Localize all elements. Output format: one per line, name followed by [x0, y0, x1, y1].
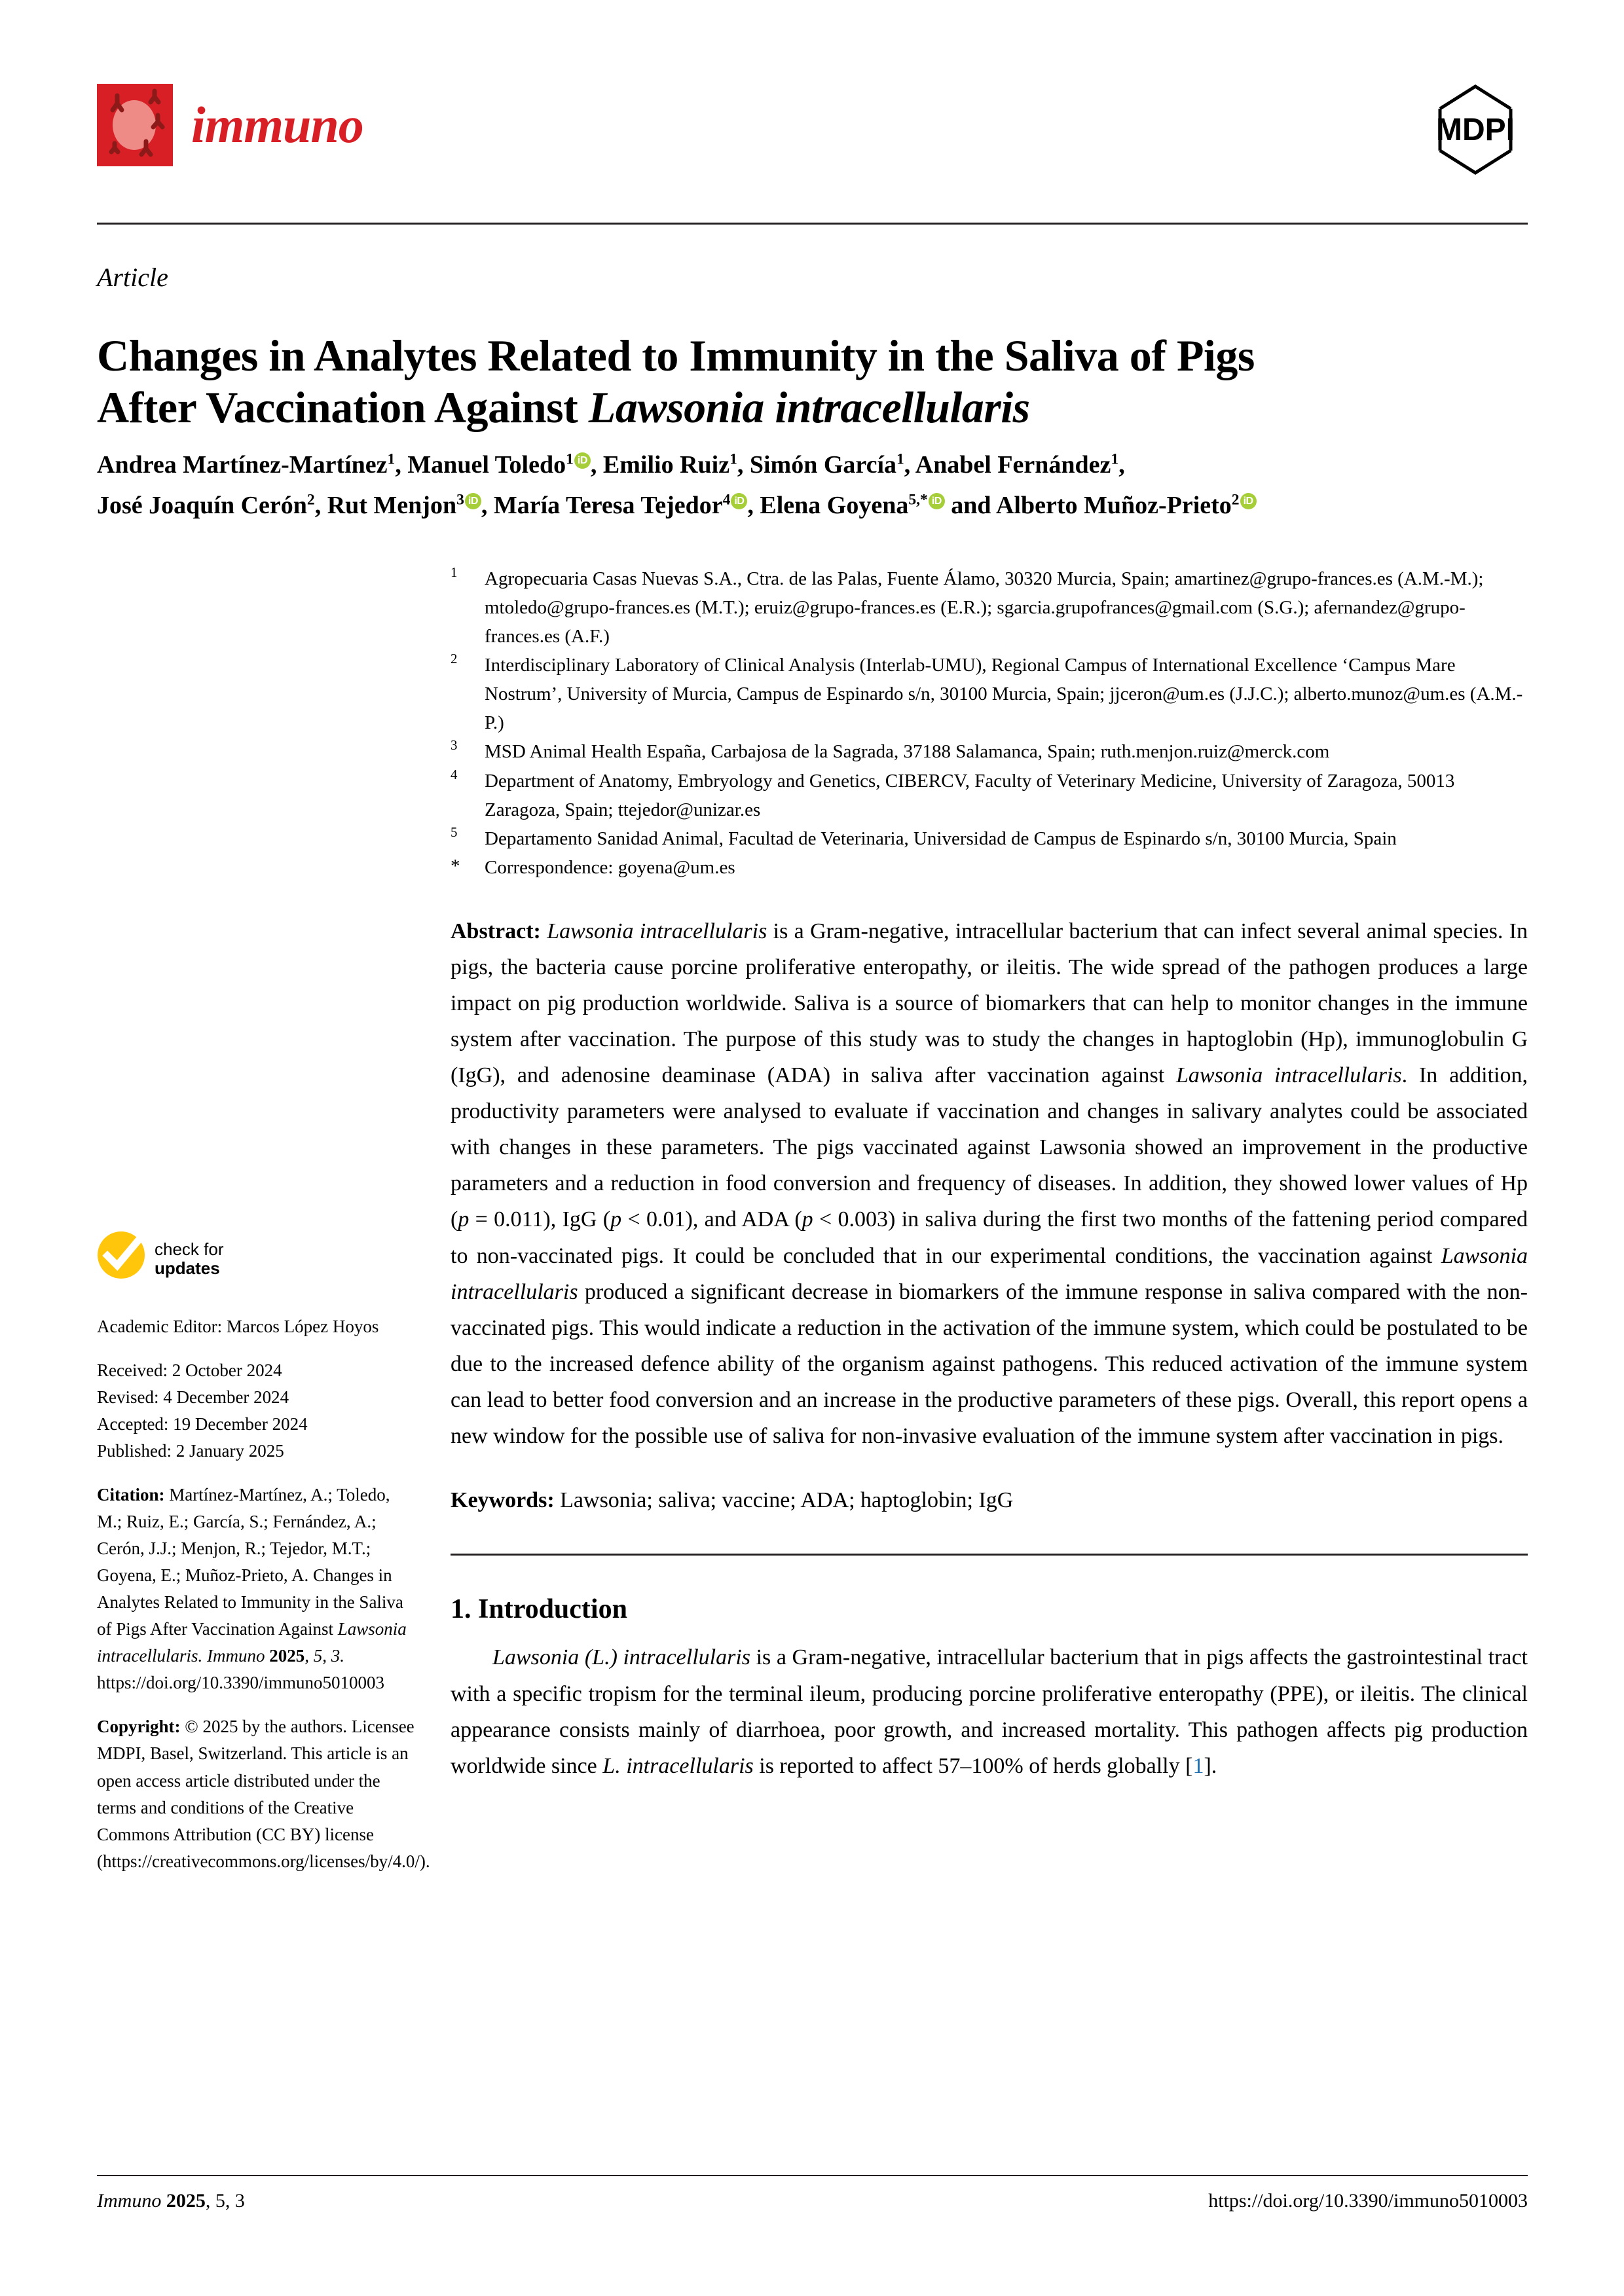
- correspondence-item: [451, 853, 1528, 882]
- author-name: Alberto Muñoz-Prieto: [995, 491, 1232, 519]
- author-separator: ,: [904, 451, 915, 479]
- author-line-2: [97, 486, 1534, 526]
- page-header: [97, 77, 1528, 182]
- footer-citation: [97, 2190, 245, 2212]
- section-heading-introduction: 1. Introduction: [451, 1594, 627, 1625]
- author-name: José Joaquín Cerón: [97, 491, 307, 519]
- abstract-pvalue-3: p: [802, 1207, 813, 1232]
- footer-volume-page: , 5, 3: [205, 2190, 245, 2212]
- immuno-cell-icon: [97, 84, 173, 166]
- correspondence-text: Correspondence: goyena@um.es: [485, 856, 735, 878]
- affiliation-item: [451, 737, 1528, 766]
- author-affil-marker: 2: [1231, 490, 1240, 508]
- author-affil-marker: 5,*: [908, 490, 928, 508]
- abstract-part-1: is a Gram-negative, intracellular bacterium that can infect several animal species. In pigs, the bacteria cause porcine proliferative enteropathy, or ileitis. The wide spread of the pathogen produces a large impact on pig production worldwide. Saliva is a source of biomarkers that can help to monitor changes in the immune system after vaccination. The purpose of this study was to study the changes in haptoglobin (Hp), immunoglobulin G (IgG), and adenosine deaminase (ADA) in saliva after vaccination against: [451, 919, 1528, 1088]
- affiliation-item: [451, 824, 1528, 853]
- affiliation-marker: 2: [451, 651, 458, 667]
- author-name: Rut Menjon: [327, 491, 457, 519]
- abstract-block: [451, 913, 1528, 1454]
- header-divider: [97, 223, 1528, 225]
- abstract-species-3: Lawsonia intracellularis: [451, 1243, 1528, 1304]
- footer-journal-name: Immuno: [97, 2190, 162, 2212]
- abstract-pvalue-1-rest: = 0.011), IgG (: [469, 1207, 611, 1232]
- affiliation-marker: 3: [451, 737, 458, 754]
- intro-part-3: ].: [1204, 1753, 1217, 1778]
- introduction-paragraph: [451, 1639, 1528, 1783]
- author-separator: ,: [395, 451, 408, 479]
- author-separator: ,: [481, 491, 494, 519]
- citation-doi-link[interactable]: https://doi.org/10.3390/immuno5010003: [97, 1673, 385, 1693]
- keywords-text: Lawsonia; saliva; vaccine; ADA; haptoglobin; IgG: [554, 1488, 1014, 1513]
- keywords-label: Keywords:: [451, 1488, 555, 1513]
- check-for-updates-label: [155, 1240, 224, 1278]
- published-date: Published: 2 January 2025: [97, 1441, 284, 1461]
- author-item[interactable]: [327, 492, 481, 519]
- author-affil-marker: 1: [896, 450, 904, 468]
- intro-part-1: is a Gram-negative, intracellular bacterium that in pigs affects the gastrointestinal tract with a specific tropism for the terminal ileum, producing porcine proliferative enteropathy (PPE), or ileitis. The clinical appearance consists mainly of diarrhoea, poor growth, and increased mortality. This pathogen affects pig production worldwide since: [451, 1645, 1528, 1778]
- revised-date: Revised: 4 December 2024: [97, 1387, 289, 1408]
- mdpi-logo[interactable]: [1423, 77, 1528, 182]
- author-item[interactable]: [603, 451, 737, 479]
- orcid-icon[interactable]: iD: [574, 452, 591, 469]
- author-item[interactable]: [750, 451, 904, 479]
- author-item[interactable]: [407, 451, 591, 479]
- svg-text:MDPI: MDPI: [1436, 113, 1515, 147]
- abstract-part-2: . In addition, productivity parameters were analysed to evaluate if vaccination and changes in salivary analytes could be associated with changes in these parameters. The pigs vaccinated against Lawsonia showed an improvement in the productive parameters and a reduction in food conversion and frequency of diseases. In addition, they showed lower values of Hp (: [451, 1063, 1528, 1232]
- author-name: Manuel Toledo: [407, 451, 566, 479]
- author-name: Anabel Fernández: [915, 451, 1111, 479]
- affiliation-text: Departamento Sanidad Animal, Facultad de Veterinaria, Universidad de Campus de Espinardo s/n, 30100 Murcia, Spain: [485, 828, 1397, 849]
- article-type-label: Article: [97, 263, 168, 292]
- affiliation-text: Department of Anatomy, Embryology and Genetics, CIBERCV, Faculty of Veterinary Medicine, University of Zaragoza, 50013 Zaragoza, Spain; ttejedor@unizar.es: [485, 770, 1455, 820]
- citation-label: Citation:: [97, 1485, 165, 1505]
- footer-doi[interactable]: https://doi.org/10.3390/immuno5010003: [1208, 2190, 1528, 2212]
- orcid-icon[interactable]: iD: [929, 493, 945, 509]
- article-sidebar: [97, 1231, 430, 1892]
- author-line-1: [97, 445, 1534, 486]
- author-list: [97, 445, 1534, 526]
- title-line-2-prefix: After Vaccination Against: [97, 382, 589, 433]
- abstract-species-1: Lawsonia intracellularis: [547, 919, 767, 943]
- author-affil-marker: 1: [729, 450, 737, 468]
- author-separator: ,: [314, 491, 327, 519]
- orcid-icon[interactable]: iD: [465, 493, 481, 509]
- intro-part-2: is reported to affect 57–100% of herds globally [: [753, 1753, 1193, 1778]
- author-item[interactable]: [494, 492, 748, 519]
- author-item[interactable]: [97, 451, 395, 479]
- keywords-block: [451, 1483, 1528, 1518]
- footer-year: 2025: [166, 2190, 206, 2212]
- citation-volume-page: , 5, 3.: [304, 1646, 344, 1666]
- abstract-pvalue-2: p: [610, 1207, 622, 1232]
- citation-authors: Martínez-Martínez, A.; Toledo, M.; Ruiz, E.; García, S.; Fernández, A.; Cerón, J.J.; Menjon, R.; Tejedor, M.T.; Goyena, E.; Muñoz-Prieto, A. Changes in Analytes Related to Immunity in the Saliva of Pigs After Vaccination Against: [97, 1485, 403, 1639]
- reference-link-1[interactable]: 1: [1192, 1753, 1204, 1778]
- author-item[interactable]: [760, 492, 944, 519]
- page-title: [97, 330, 1528, 434]
- affiliation-list: [451, 564, 1528, 882]
- author-affil-marker: 3: [456, 490, 464, 508]
- check-for-updates-badge[interactable]: [97, 1231, 418, 1287]
- affiliation-item: [451, 651, 1528, 737]
- check-for-updates-line2: updates: [155, 1258, 220, 1279]
- author-name: Elena Goyena: [760, 491, 909, 519]
- affiliation-marker: 5: [451, 824, 458, 840]
- author-affil-marker: 2: [306, 490, 315, 508]
- abstract-pvalue-2-rest: < 0.01), and ADA (: [621, 1207, 802, 1232]
- affiliation-text: Agropecuaria Casas Nuevas S.A., Ctra. de las Palas, Fuente Álamo, 30320 Murcia, Spain; amartinez@grupo-frances.es (A.M.-M.); mtoledo@grupo-frances.es (M.T.); eruiz@grupo-frances.es (E.R.); sgarcia.grupofrances@gmail.com (S.G.); afernandez@grupo-frances.es (A.F.): [485, 568, 1484, 647]
- journal-title-wordmark: immuno: [191, 96, 363, 153]
- orcid-icon[interactable]: iD: [1240, 493, 1257, 509]
- affiliation-marker: 4: [451, 766, 458, 782]
- author-item[interactable]: [996, 492, 1257, 519]
- section-divider: [451, 1554, 1528, 1556]
- author-affil-marker: 1: [1111, 450, 1119, 468]
- academic-editor: Academic Editor: Marcos López Hoyos: [97, 1317, 379, 1337]
- abstract-part-3: produced a significant decrease in biomarkers of the immune response in saliva compared with the non-vaccinated pigs. This would indicate a reduction in the activation of the immune system, which could be postulated to be due to the increased defence ability of the organism against pathogens. This reduced activation of the immune system can lead to better food conversion and an increase in the productive parameters of these pigs. Overall, this report opens a new window for the possible use of saliva for non-invasive evaluation of the immune system after vaccination in pigs.: [451, 1279, 1528, 1448]
- author-name: Emilio Ruiz: [602, 451, 730, 479]
- citation-journal: . Immuno: [198, 1646, 270, 1666]
- received-date: Received: 2 October 2024: [97, 1360, 282, 1381]
- affiliation-text: MSD Animal Health España, Carbajosa de la Sagrada, 37188 Salamanca, Spain; ruth.menjon.ruiz@merck.com: [485, 741, 1330, 763]
- abstract-label: Abstract:: [451, 919, 541, 943]
- affiliation-text: Interdisciplinary Laboratory of Clinical Analysis (Interlab-UMU), Regional Campus of International Excellence ‘Campus Mare Nostrum’, University of Murcia, Campus de Espinardo s/n, 30100 Murcia, Spain; jjceron@um.es (J.J.C.); alberto.munoz@um.es (A.M.-P.): [485, 655, 1523, 734]
- main-column: [451, 564, 1528, 1784]
- citation-species: Lawsonia intracellularis: [97, 1619, 407, 1666]
- abstract-pvalue-1: p: [458, 1207, 470, 1232]
- affiliation-marker: 1: [451, 564, 458, 580]
- check-for-updates-line1: check for: [155, 1239, 224, 1259]
- author-item[interactable]: [97, 492, 315, 519]
- author-name: María Teresa Tejedor: [493, 491, 723, 519]
- intro-species-1: Lawsonia (L.) intracellularis: [492, 1645, 751, 1670]
- check-circle-icon: [97, 1231, 145, 1287]
- title-line-1: Changes in Analytes Related to Immunity in the Saliva of Pigs: [97, 330, 1255, 380]
- abstract-pvalue-3-rest: < 0.003) in saliva during the first two months of the fattening period compared to non-vaccinated pigs. It could be concluded that in our experimental conditions, the vaccination against: [451, 1207, 1528, 1268]
- author-name: Andrea Martínez-Martínez: [97, 451, 388, 479]
- affiliation-item: [451, 564, 1528, 651]
- author-name: Simón García: [749, 451, 896, 479]
- author-affil-marker: 4: [722, 490, 731, 508]
- author-separator: ,: [737, 451, 750, 479]
- copyright-text: © 2025 by the authors. Licensee MDPI, Basel, Switzerland. This article is an open access article distributed under the terms and conditions of the Creative Commons Attribution (CC BY) license (https://creativecommons.org/licenses/by/4.0/).: [97, 1717, 430, 1871]
- author-affil-marker: 1: [387, 450, 396, 468]
- abstract-species-2: Lawsonia intracellularis: [1175, 1063, 1402, 1088]
- page-footer: [97, 2190, 1528, 2212]
- affiliation-item: [451, 767, 1528, 824]
- accepted-date: Accepted: 19 December 2024: [97, 1414, 308, 1434]
- citation-year: 2025: [269, 1646, 305, 1666]
- author-item[interactable]: [915, 451, 1119, 479]
- citation-block: [97, 1482, 418, 1696]
- copyright-label: Copyright:: [97, 1717, 181, 1737]
- correspondence-marker: *: [451, 855, 460, 877]
- author-affil-marker: 1: [566, 450, 574, 468]
- author-separator: ,: [747, 491, 760, 519]
- author-separator: and: [944, 491, 996, 519]
- footer-divider: [97, 2175, 1528, 2176]
- author-separator: ,: [590, 451, 603, 479]
- author-separator: ,: [1118, 451, 1125, 479]
- copyright-block: [97, 1713, 430, 1874]
- orcid-icon[interactable]: iD: [731, 493, 747, 509]
- journal-logo[interactable]: [97, 84, 363, 166]
- intro-species-2: L. intracellularis: [602, 1753, 754, 1778]
- title-species-name: Lawsonia intracellularis: [588, 382, 1030, 433]
